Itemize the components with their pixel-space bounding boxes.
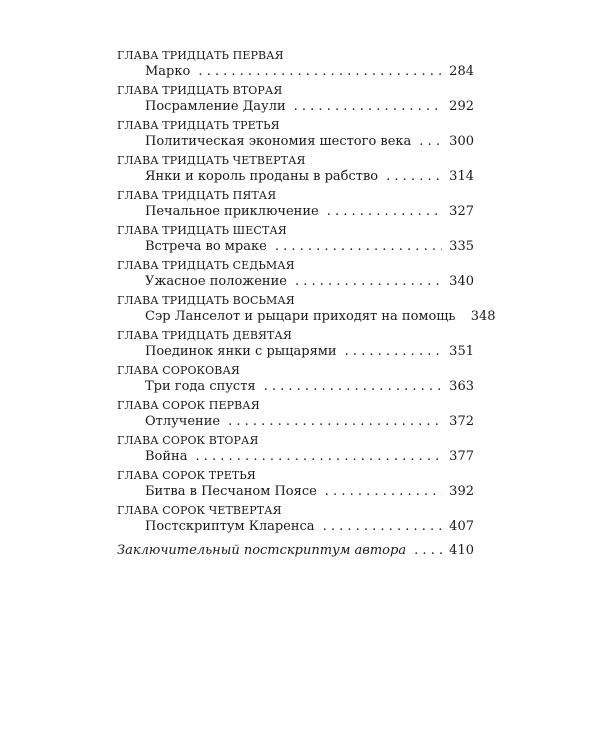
toc-entry (117, 364, 474, 399)
dot-leader (345, 343, 442, 361)
dot-leader (195, 448, 442, 466)
dot-leader (228, 413, 442, 431)
toc-line (145, 343, 474, 361)
toc-entry (117, 224, 474, 259)
toc-entry (117, 399, 474, 434)
dot-leader (325, 483, 442, 501)
chapter-title: Политическая экономия шестого века (145, 134, 412, 149)
page-number: 284 (449, 64, 474, 79)
toc-entry (117, 329, 474, 364)
toc-entry (117, 189, 474, 224)
chapter-label: ГЛАВА ТРИДЦАТЬ ПЕРВАЯ (117, 49, 284, 62)
dot-leader (327, 203, 442, 221)
toc-entry (117, 469, 474, 504)
chapter-title: Поединок янки с рыцарями (145, 344, 337, 359)
chapter-label: ГЛАВА СОРОК ВТОРАЯ (117, 434, 259, 447)
dot-leader (295, 273, 442, 291)
chapter-label: ГЛАВА ТРИДЦАТЬ ШЕСТАЯ (117, 224, 287, 237)
page-number: 351 (449, 344, 474, 359)
page-number: 327 (449, 204, 474, 219)
toc-line (145, 63, 474, 81)
toc-entry (117, 154, 474, 189)
page-number: 407 (449, 519, 474, 534)
page-number: 335 (449, 239, 474, 254)
toc-epilogue-entry (117, 542, 474, 577)
chapter-title: Встреча во мраке (145, 239, 267, 254)
toc-line (117, 542, 474, 560)
chapter-title: Битва в Песчаном Поясе (145, 484, 317, 499)
chapter-label: ГЛАВА ТРИДЦАТЬ ДЕВЯТАЯ (117, 329, 292, 342)
toc-entry (117, 84, 474, 119)
toc-line (145, 273, 474, 291)
chapter-title: Марко (145, 64, 191, 79)
page-number: 300 (449, 134, 474, 149)
chapter-title: Янки и король проданы в рабство (145, 169, 379, 184)
toc-line (145, 168, 474, 186)
chapter-label: ГЛАВА СОРОК ПЕРВАЯ (117, 399, 260, 412)
page-number: 377 (449, 449, 474, 464)
chapter-label: ГЛАВА СОРОК ЧЕТВЕРТАЯ (117, 504, 282, 517)
page-number: 340 (449, 274, 474, 289)
toc-line (145, 413, 474, 431)
dot-leader (275, 238, 442, 256)
chapter-label: ГЛАВА ТРИДЦАТЬ ТРЕТЬЯ (117, 119, 280, 132)
chapter-label: ГЛАВА ТРИДЦАТЬ ВОСЬМАЯ (117, 294, 295, 307)
toc-entry (117, 49, 474, 84)
toc-entry (117, 294, 496, 329)
chapter-title: Посрамление Даули (145, 99, 286, 114)
dot-leader (198, 63, 442, 81)
page-number: 314 (449, 169, 474, 184)
chapter-title: Сэр Ланселот и рыцари приходят на помощь (145, 309, 456, 324)
chapter-title: Печальное приключение (145, 204, 319, 219)
toc-line (145, 483, 474, 501)
chapter-title: Ужасное положение (145, 274, 287, 289)
page-number: 292 (449, 99, 474, 114)
toc-line (145, 518, 474, 536)
page-number: 363 (449, 379, 474, 394)
page-number: 348 (470, 309, 496, 324)
toc-line (145, 203, 474, 221)
toc-line (145, 378, 474, 396)
chapter-label: ГЛАВА ТРИДЦАТЬ СЕДЬМАЯ (117, 259, 295, 272)
chapter-title: Отлучение (145, 414, 221, 429)
table-of-contents (117, 49, 496, 577)
chapter-title: Война (145, 449, 188, 464)
dot-leader (323, 518, 442, 536)
page-number: 410 (449, 543, 474, 558)
dot-leader (419, 133, 442, 151)
dot-leader (294, 98, 442, 116)
chapter-label: ГЛАВА ТРИДЦАТЬ ЧЕТВЕРТАЯ (117, 154, 306, 167)
toc-entry (117, 119, 474, 154)
toc-line (145, 98, 474, 116)
chapter-label: ГЛАВА СОРОК ТРЕТЬЯ (117, 469, 256, 482)
epilogue-title: Заключительный постскриптум автора (117, 543, 407, 558)
dot-leader (386, 168, 442, 186)
page-number: 392 (449, 484, 474, 499)
dot-leader (264, 378, 442, 396)
chapter-label: ГЛАВА СОРОКОВАЯ (117, 364, 240, 377)
toc-line (145, 238, 474, 256)
page-number: 372 (449, 414, 474, 429)
toc-line (145, 133, 474, 151)
toc-line (145, 448, 474, 466)
chapter-title: Постскриптум Кларенса (145, 519, 315, 534)
toc-entry (117, 434, 474, 469)
chapter-label: ГЛАВА ТРИДЦАТЬ ВТОРАЯ (117, 84, 283, 97)
dot-leader (414, 542, 442, 560)
toc-entry (117, 259, 474, 294)
chapter-title: Три года спустя (145, 379, 256, 394)
toc-entry (117, 504, 474, 539)
toc-line (145, 308, 496, 326)
chapter-label: ГЛАВА ТРИДЦАТЬ ПЯТАЯ (117, 189, 277, 202)
